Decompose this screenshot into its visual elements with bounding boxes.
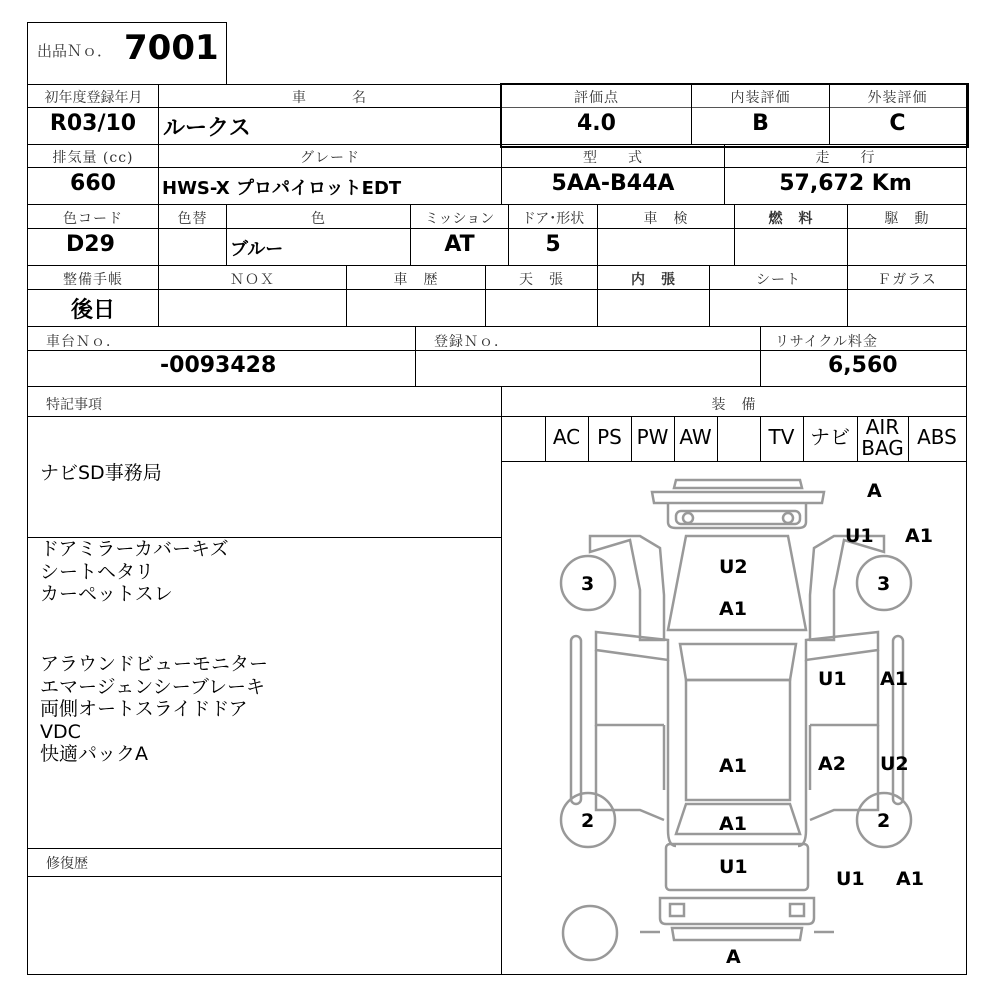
mark-r-rear-quarter-a: A1 — [896, 868, 924, 890]
mileage-label: 走 行 — [815, 150, 876, 166]
equip-airbag: AIR BAG — [861, 415, 904, 460]
equip-aw: AW — [679, 425, 712, 449]
mark-r-front-door-u: U1 — [818, 668, 847, 690]
interior-value: B — [752, 111, 769, 136]
displacement-label: 排気量 (cc) — [52, 150, 134, 166]
color-code-value: D29 — [66, 232, 115, 257]
color-value: ブルー — [230, 239, 284, 260]
interior-ceiling-label: 内 張 — [631, 272, 676, 288]
displacement-value: 660 — [70, 171, 116, 196]
mark-r-rear-door-u: U2 — [880, 753, 909, 775]
equip-navi: ナビ — [810, 425, 850, 449]
mark-front-bumper: A — [867, 480, 882, 502]
mark-tire-rf: 3 — [877, 573, 891, 595]
equip-pw: PW — [636, 425, 669, 449]
mileage-value: 57,672 Km — [779, 171, 912, 196]
fuel-label: 燃 料 — [768, 211, 814, 227]
mission-value: AT — [444, 232, 475, 257]
mark-r-rear-quarter-u: U1 — [836, 868, 865, 890]
grade-value: HWS-X プロパイロットEDT — [162, 178, 402, 199]
mark-r-rear-door-a: A2 — [818, 753, 846, 775]
score-value: 4.0 — [577, 111, 616, 136]
service-book-label: 整備手帳 — [63, 272, 123, 288]
recycle-fee-label: リサイクル料金 — [775, 334, 879, 350]
seat-label: シート — [756, 272, 801, 288]
car-name-label: 車 名 — [292, 90, 367, 106]
mark-roof: A1 — [719, 755, 747, 777]
notes-block-2: ドアミラーカバーキズ シートヘタリ カーペットスレ — [40, 538, 229, 605]
exterior-label: 外装評価 — [867, 90, 928, 106]
mark-tire-rr: 2 — [877, 810, 891, 832]
mark-r-front-fender-a: A1 — [905, 525, 933, 547]
equip-abs: ABS — [917, 425, 957, 449]
inspection-label: 車 検 — [643, 211, 689, 227]
recycle-fee-value: 6,560 — [828, 353, 898, 378]
chassis-no-label: 車台Ｎｏ． — [46, 334, 121, 350]
mark-tailgate: U1 — [719, 856, 748, 878]
mark-hood-a: A1 — [719, 598, 747, 620]
sunroof-label: 天 張 — [519, 272, 564, 288]
doors-label: ドア･形状 — [521, 211, 585, 227]
notes-block-3: アラウンドビューモニター エマージェンシーブレーキ 両側オートスライドドア VDC 快適パックA — [40, 653, 269, 765]
grade-label: グレード — [300, 150, 360, 166]
mark-tire-lr: 2 — [581, 810, 595, 832]
spare-tire-icon — [563, 906, 617, 960]
mission-label: ミッション — [424, 211, 495, 227]
lot-label: 出品Ｎｏ． — [37, 42, 113, 60]
drive-label: 駆 動 — [884, 211, 930, 227]
interior-label: 内装評価 — [730, 90, 791, 106]
exterior-value: C — [889, 111, 906, 136]
mark-rear-glass: A1 — [719, 813, 747, 835]
model-value: 5AA-B44A — [551, 171, 675, 196]
notes-label: 特記事項 — [46, 397, 102, 413]
history-label: 車 歴 — [393, 272, 439, 288]
equip-ac: AC — [552, 425, 581, 449]
equip-ps: PS — [597, 425, 622, 449]
car-name-value: ルークス — [163, 116, 251, 141]
first-reg-value: R03/10 — [49, 111, 137, 136]
color-change-label: 色替 — [177, 211, 208, 227]
color-label: 色 — [311, 211, 326, 227]
equipment-label: 装 備 — [711, 397, 757, 413]
lot-number: 7001 — [124, 28, 219, 68]
service-book-value: 後日 — [70, 298, 115, 323]
color-code-label: 色コード — [63, 211, 123, 227]
notes-line-1: ナビSD事務局 — [40, 462, 162, 484]
equip-tv: TV — [768, 425, 795, 449]
f-glass-label: Ｆガラス — [877, 272, 937, 288]
first-reg-label: 初年度登録年月 — [44, 90, 143, 106]
mark-r-front-fender-u: U1 — [845, 525, 874, 547]
mark-r-front-door-a: A1 — [880, 668, 908, 690]
nox-label: ＮＯＸ — [230, 272, 275, 288]
doors-value: 5 — [545, 232, 561, 257]
model-label: 型 式 — [583, 150, 643, 166]
reg-no-label: 登録Ｎｏ． — [434, 334, 509, 350]
mark-rear-bumper: A — [726, 946, 741, 968]
mark-tire-lf: 3 — [581, 573, 595, 595]
score-label: 評価点 — [574, 90, 619, 106]
chassis-no-value: -0093428 — [160, 353, 277, 378]
repair-history-label: 修復歴 — [46, 856, 88, 872]
mark-hood-u: U2 — [719, 556, 748, 578]
